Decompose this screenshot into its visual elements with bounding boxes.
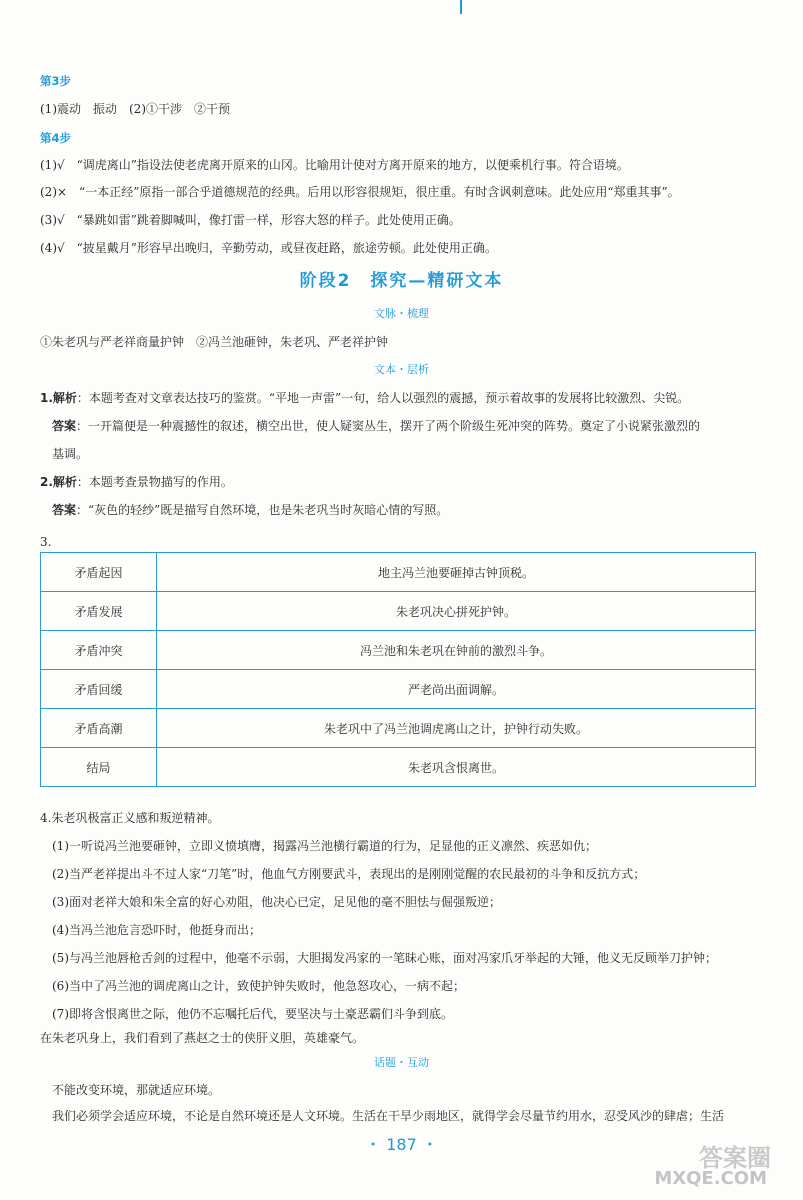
step3-answer: (1)震动 振动 (2)①干涉 ②干预: [40, 102, 230, 116]
watermark-url: MXQE.COM: [654, 1168, 767, 1189]
q1-answer-label: 答案: [52, 419, 77, 433]
conflict-table: [40, 552, 756, 787]
section-label-wenmai: 文脉・梳理: [374, 307, 429, 320]
q1-analysis-label: 1.解析: [40, 391, 77, 405]
q3-label: 3.: [40, 535, 52, 549]
table-row: [41, 748, 756, 787]
step4-item: (2)× “一本正经”原指一部合乎道德规范的经典。后用以形容很规矩，很庄重。有时含讽刺意味。此处应用“郑重其事”。: [40, 185, 680, 199]
q4-head: 4.朱老巩极富正义感和叛逆精神。: [40, 811, 220, 825]
q1-analysis-text: ：本题考查对文章表达技巧的鉴赏。“平地一声雷”一句，给人以强烈的震撼，预示着故事的发展将比较激烈、尖锐。: [76, 391, 690, 405]
q4-conclusion: 在朱老巩身上，我们看到了燕赵之士的侠肝义胆，英雄豪气。: [40, 1031, 365, 1045]
step3-heading: 第3步: [40, 74, 72, 88]
table-cell-stage: 矛盾冲突: [41, 631, 157, 670]
section-label-wenben: 文本・层析: [374, 363, 429, 376]
q2-analysis: [40, 474, 233, 490]
step4-item: (4)√ “披星戴月”形容早出晚归，辛勤劳动，或昼夜赶路，旅途劳顿。此处使用正确。: [40, 241, 497, 255]
q4-item: (6)当中了冯兰池的调虎离山之计，致使护钟失败时，他急怒攻心，一病不起；: [52, 979, 466, 993]
page-number: ・ 187 ・: [365, 1135, 438, 1154]
table-row: [41, 631, 756, 670]
q1-answer-text: ：一开篇便是一种震撼性的叙述，横空出世，使人疑窦丛生，摆开了两个阶级生死冲突的阵势。奠定了小说紧张激烈的: [76, 419, 701, 433]
q2-analysis-label: 2.解析: [40, 475, 77, 489]
q1-answer: [52, 418, 700, 434]
q2-analysis-text: ：本题考查景物描写的作用。: [76, 475, 233, 489]
q4-item: (3)面对老祥大娘和朱全富的好心劝阻，他决心已定，足见他的毫不胆怯与倔强叛逆；: [52, 895, 502, 909]
q2-answer-text: ：“灰色的轻纱”既是描写自然环境，也是朱老巩当时灰暗心情的写照。: [76, 503, 449, 517]
step4-item: (3)√ “暴跳如雷”跳着脚喊叫，像打雷一样，形容大怒的样子。此处使用正确。: [40, 213, 461, 227]
table-cell-stage: 结局: [41, 748, 157, 787]
table-cell-stage: 矛盾起因: [41, 553, 157, 592]
wenmai-answer: ①朱老巩与严老祥商量护钟 ②冯兰池砸钟，朱老巩、严老祥护钟: [40, 335, 389, 349]
q4-item: (2)当严老祥提出斗不过人家“刀笔”时，他血气方刚要武斗，表现出的是刚刚觉醒的农民最初的斗争和反抗方式；: [52, 867, 646, 881]
table-row: [41, 709, 756, 748]
step4-item: (1)√ “调虎离山”指设法使老虎离开原来的山冈。比喻用计使对方离开原来的地方，以便乘机行事。符合语境。: [40, 158, 629, 172]
table-cell-stage: 矛盾发展: [41, 592, 157, 631]
table-row: [41, 670, 756, 709]
q4-item: (4)当冯兰池危言恐吓时，他挺身而出；: [52, 923, 261, 937]
huati-line: 我们必须学会适应环境，不论是自然环境还是人文环境。生活在干旱少雨地区，就得学会尽量节约用水，忍受风沙的肆虐；生活: [52, 1109, 725, 1123]
table-cell-content: 冯兰池和朱老巩在钟前的激烈斗争。: [157, 631, 756, 670]
q2-answer: [52, 502, 448, 518]
q4-item: (7)即将含恨离世之际，他仍不忘嘱托后代，要坚决与土豪恶霸们斗争到底。: [52, 1007, 454, 1021]
table-cell-content: 朱老巩决心拼死护钟。: [157, 592, 756, 631]
q4-item: (1)一听说冯兰池要砸钟，立即义愤填膺，揭露冯兰池横行霸道的行为，足显他的正义凛然、疾恶如仇；: [52, 839, 598, 853]
table-cell-stage: 矛盾回缓: [41, 670, 157, 709]
step4-heading: 第4步: [40, 131, 72, 145]
table-cell-content: 地主冯兰池要砸掉古钟顶税。: [157, 553, 756, 592]
table-cell-stage: 矛盾高潮: [41, 709, 157, 748]
table-row: [41, 553, 756, 592]
section-label-huati: 话题・互动: [374, 1056, 429, 1069]
table-cell-content: 严老尚出面调解。: [157, 670, 756, 709]
watermark-logo: 答案圈: [699, 1144, 771, 1172]
q4-item: (5)与冯兰池唇枪舌剑的过程中，他毫不示弱，大胆揭发冯家的一笔昧心账，面对冯家爪牙举起的大锤，他义无反顾举刀护钟；: [52, 951, 718, 965]
stage-title: 阶段2 探究—精研文本: [299, 271, 504, 291]
table-cell-content: 朱老巩含恨离世。: [157, 748, 756, 787]
table-cell-content: 朱老巩中了冯兰池调虎离山之计，护钟行动失败。: [157, 709, 756, 748]
table-row: [41, 592, 756, 631]
huati-line: 不能改变环境，那就适应环境。: [52, 1083, 221, 1097]
q1-analysis: [40, 390, 689, 406]
scan-mark: [460, 0, 462, 14]
q2-answer-label: 答案: [52, 503, 77, 517]
q1-answer-cont: 基调。: [52, 447, 89, 461]
